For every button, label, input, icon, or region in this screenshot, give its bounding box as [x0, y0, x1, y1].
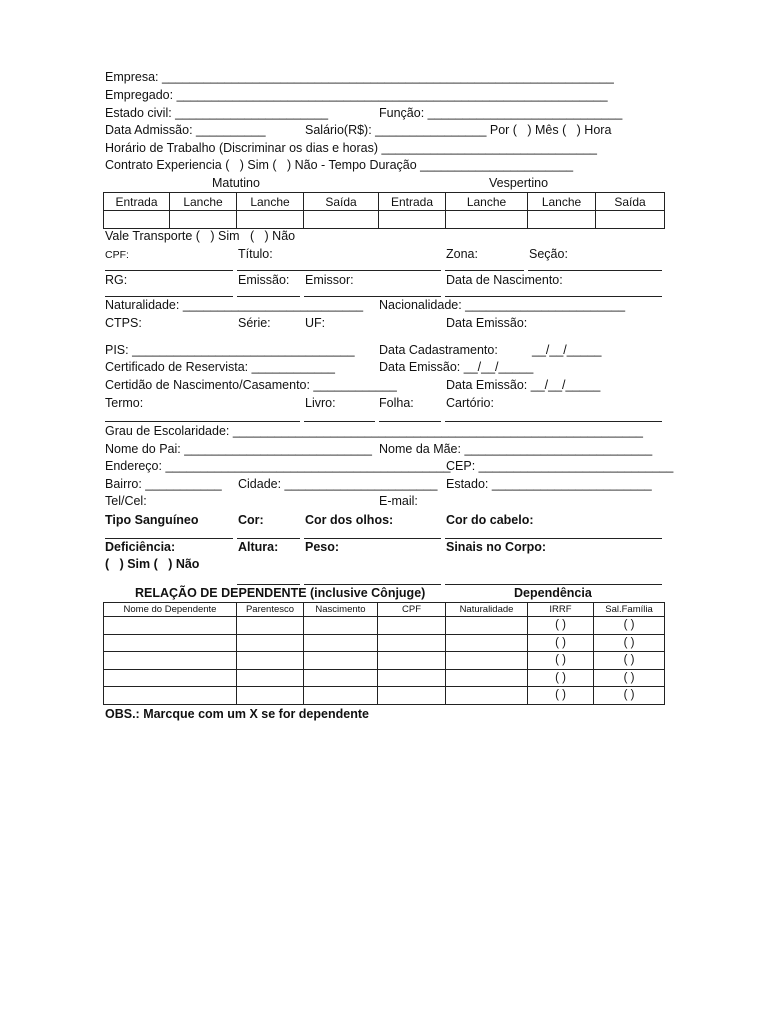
dependent-cell[interactable]: [446, 652, 528, 670]
irrf-checkbox[interactable]: ( ): [528, 687, 594, 705]
ctps-label: CTPS:: [105, 316, 142, 330]
cpf-label: CPF:: [105, 249, 129, 261]
dependent-row: [104, 687, 665, 705]
dependent-cell[interactable]: [237, 617, 304, 635]
emissor-line: [304, 296, 441, 297]
sal-familia-checkbox[interactable]: ( ): [594, 652, 665, 670]
titulo-line: [237, 270, 441, 271]
dependents-table: [103, 602, 665, 705]
naturalidade-field: Naturalidade: ________: [105, 298, 239, 312]
termo-label: Termo:: [105, 396, 144, 410]
schedule-header-row: [104, 193, 665, 211]
dependents-col-header: Parentesco: [237, 603, 304, 617]
schedule-col-header: Entrada: [104, 193, 170, 211]
dependent-row: [104, 669, 665, 687]
dependents-col-header: Sal.Família: [594, 603, 665, 617]
endereco-field: Endereço: _________________________________________: [105, 459, 451, 473]
pis-field: PIS: ________________________________: [105, 343, 355, 357]
schedule-entry-row: [104, 211, 665, 229]
schedule-cell[interactable]: [528, 211, 596, 229]
schedule-cell[interactable]: [237, 211, 304, 229]
secao-line: [528, 270, 662, 271]
dependent-row: [104, 634, 665, 652]
vespertino-label: Vespertino: [489, 176, 549, 190]
dependent-row: [104, 617, 665, 635]
dependent-row: [104, 652, 665, 670]
dependents-col-header: Nascimento: [304, 603, 378, 617]
cor-olhos-line: [304, 538, 441, 539]
irrf-checkbox[interactable]: ( ): [528, 617, 594, 635]
dependent-cell[interactable]: [104, 634, 237, 652]
escolaridade-field: Grau de Escolaridade: ___________________________________________________________: [105, 424, 644, 438]
dependent-cell[interactable]: [378, 652, 446, 670]
schedule-col-header: Saída: [304, 193, 379, 211]
deficiencia-label: Deficiência:: [105, 540, 176, 554]
cartorio-label: Cartório:: [446, 396, 494, 410]
dependent-cell[interactable]: [304, 669, 378, 687]
vale-transporte-field: Vale Transporte ( ) Sim ( ) Não: [105, 229, 296, 243]
dependent-cell[interactable]: [304, 617, 378, 635]
emissor-label: Emissor:: [305, 273, 354, 287]
dependents-col-header: IRRF: [528, 603, 594, 617]
dependents-header-row: [104, 603, 665, 617]
schedule-col-header: Lanche: [170, 193, 237, 211]
zona-line: [445, 270, 524, 271]
cep-field: CEP: ____________________________: [446, 459, 674, 473]
dependent-cell[interactable]: [237, 687, 304, 705]
dependent-cell[interactable]: [446, 687, 528, 705]
dependent-cell[interactable]: [446, 617, 528, 635]
contrato-field: Contrato Experiencia ( ) Sim ( ) Não - Tempo Duração ______________________: [105, 158, 574, 172]
cartorio-line: [445, 421, 662, 422]
email-label: E-mail:: [379, 494, 418, 508]
uf-label: UF:: [305, 316, 326, 330]
tipo-sanguineo-line: [105, 538, 233, 539]
dependents-col-header: Naturalidade: [446, 603, 528, 617]
schedule-cell[interactable]: [170, 211, 237, 229]
data-cadastramento-label: Data Cadastramento:: [379, 343, 498, 357]
data-cadastramento-blank: __/__/_____: [532, 343, 602, 357]
zona-label: Zona:: [446, 247, 478, 261]
dependent-cell[interactable]: [304, 652, 378, 670]
dependent-cell[interactable]: [104, 669, 237, 687]
data-emissao-label: Data Emissão:: [446, 316, 528, 330]
rg-line: [105, 296, 233, 297]
dependents-col-header: CPF: [378, 603, 446, 617]
sinais-corpo-label: Sinais no Corpo:: [446, 540, 546, 554]
schedule-col-header: Lanche: [237, 193, 304, 211]
secao-label: Seção:: [529, 247, 568, 261]
data-nascimento-label: Data de Nascimento:: [446, 273, 563, 287]
titulo-label: Título:: [238, 247, 273, 261]
nacionalidade-field: Nacionalidade: _______________________: [379, 298, 626, 312]
schedule-col-header: Lanche: [528, 193, 596, 211]
dependent-cell[interactable]: [237, 634, 304, 652]
altura-line: [237, 584, 300, 585]
cidade-field: Cidade: ______________________: [238, 477, 438, 491]
nome-mae-field: Nome da Mãe: ___________________________: [379, 442, 653, 456]
nome-pai-field: Nome do Pai: ___________________________: [105, 442, 372, 456]
data-nascimento-line: [445, 296, 662, 297]
dependent-cell[interactable]: [378, 687, 446, 705]
livro-line: [304, 421, 375, 422]
bairro-field: Bairro: ___________: [105, 477, 222, 491]
dependent-cell[interactable]: [378, 617, 446, 635]
cpf-line: [105, 270, 233, 271]
data-emissao-certidao: Data Emissão: __/__/_____: [446, 378, 601, 392]
schedule-cell[interactable]: [379, 211, 446, 229]
dependent-cell[interactable]: [378, 634, 446, 652]
folha-line: [379, 421, 441, 422]
empresa-field: Empresa: _________________________________________________________________: [105, 70, 614, 84]
naturalidade-blank: __________________: [238, 298, 364, 312]
deficiencia-options: ( ) Sim ( ) Não: [105, 557, 200, 571]
cor-line: [237, 538, 300, 539]
dependent-cell[interactable]: [304, 634, 378, 652]
matutino-label: Matutino: [212, 176, 260, 190]
livro-label: Livro:: [305, 396, 336, 410]
dependent-cell[interactable]: [237, 669, 304, 687]
data-emissao-reservista: Data Emissão: __/__/_____: [379, 360, 534, 374]
dependent-cell[interactable]: [378, 669, 446, 687]
data-admissao-field: Data Admissão: __________: [105, 123, 266, 137]
dependent-cell[interactable]: [104, 687, 237, 705]
termo-line: [105, 421, 300, 422]
salario-field: Salário(R$): ________________ Por ( ) Mês ( ) Hora: [305, 123, 612, 137]
dependentes-title: RELAÇÃO DE DEPENDENTE (inclusive Cônjuge): [135, 586, 426, 600]
folha-label: Folha:: [379, 396, 414, 410]
sal-familia-checkbox[interactable]: ( ): [594, 687, 665, 705]
estado-field: Estado: _______________________: [446, 477, 652, 491]
sal-familia-checkbox[interactable]: ( ): [594, 617, 665, 635]
schedule-cell[interactable]: [596, 211, 665, 229]
altura-label: Altura:: [238, 540, 279, 554]
peso-line: [304, 584, 441, 585]
schedule-cell[interactable]: [304, 211, 379, 229]
certidao-field: Certidão de Nascimento/Casamento: ____________: [105, 378, 397, 392]
cor-olhos-label: Cor dos olhos:: [305, 513, 394, 527]
dependent-cell[interactable]: [104, 652, 237, 670]
peso-label: Peso:: [305, 540, 340, 554]
dependent-cell[interactable]: [446, 634, 528, 652]
serie-label: Série:: [238, 316, 271, 330]
estado-civil-field: Estado civil: ______________________: [105, 106, 329, 120]
tipo-sanguineo-label: Tipo Sanguíneo: [105, 513, 199, 527]
schedule-table: [103, 192, 665, 229]
irrf-checkbox[interactable]: ( ): [528, 634, 594, 652]
dependent-cell[interactable]: [446, 669, 528, 687]
funcao-field: Função: ____________________________: [379, 106, 623, 120]
schedule-col-header: Saída: [596, 193, 665, 211]
dependent-cell[interactable]: [304, 687, 378, 705]
emissao-line: [237, 296, 300, 297]
emissao-label: Emissão:: [238, 273, 290, 287]
irrf-checkbox[interactable]: ( ): [528, 652, 594, 670]
rg-label: RG:: [105, 273, 128, 287]
dependent-cell[interactable]: [104, 617, 237, 635]
dependent-cell[interactable]: [237, 652, 304, 670]
sal-familia-checkbox[interactable]: ( ): [594, 634, 665, 652]
cor-label: Cor:: [238, 513, 264, 527]
irrf-checkbox[interactable]: ( ): [528, 669, 594, 687]
dependents-col-header: Nome do Dependente: [104, 603, 237, 617]
sal-familia-checkbox[interactable]: ( ): [594, 669, 665, 687]
telcel-label: Tel/Cel:: [105, 494, 147, 508]
horario-field: Horário de Trabalho (Discriminar os dias e horas) _______________________________: [105, 141, 598, 155]
schedule-cell[interactable]: [104, 211, 170, 229]
reservista-field: Certificado de Reservista: ____________: [105, 360, 336, 374]
cor-cabelo-line: [445, 538, 662, 539]
obs-note: OBS.: Marcque com um X se for dependente: [105, 707, 369, 721]
schedule-cell[interactable]: [446, 211, 528, 229]
schedule-col-header: Lanche: [446, 193, 528, 211]
empregado-field: Empregado: ______________________________________________________________: [105, 88, 608, 102]
sinais-line: [445, 584, 662, 585]
cor-cabelo-label: Cor do cabelo:: [446, 513, 534, 527]
dependencia-title: Dependência: [514, 586, 592, 600]
schedule-col-header: Entrada: [379, 193, 446, 211]
